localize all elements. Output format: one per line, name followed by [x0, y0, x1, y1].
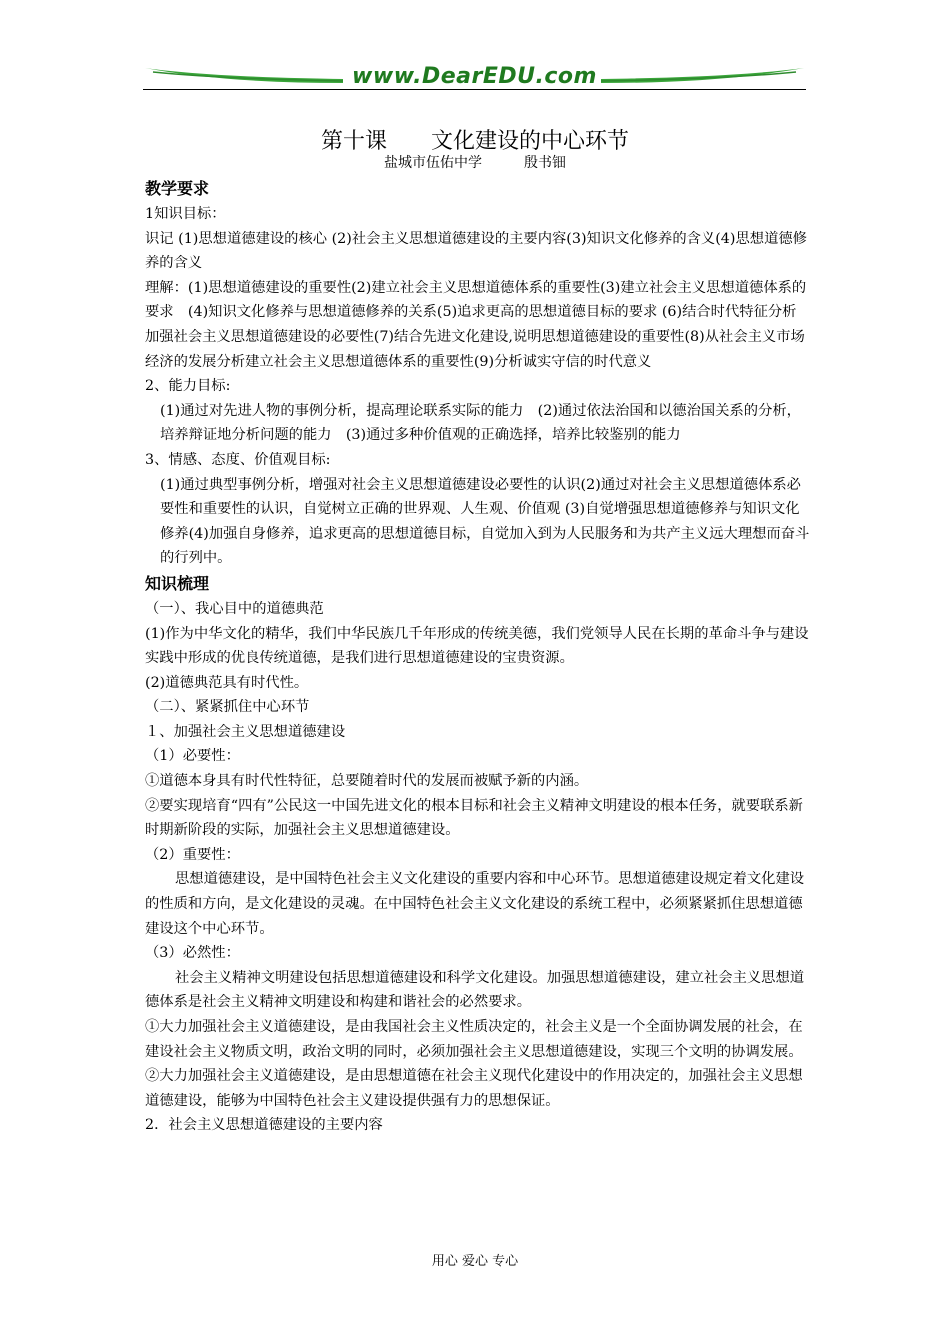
paragraph: (1)通过典型事例分析，增强对社会主义思想道德建设必要性的认识(2)通过对社会主义思想道德体系必要性和重要性的认识，自觉树立正确的世界观、人生观、价值观 (3)自觉增强思想道德修养与知识文化修养(4)加强自身修养，追求更高的思想道德目标，自觉加入到为人民服务和为共产主义远大理想而奋斗的行列中。	[160, 476, 810, 567]
paragraph: （1）必要性：	[145, 748, 240, 765]
paragraph: (1)通过对先进人物的事例分析，提高理论联系实际的能力 (2)通过依法治国和以德治国关系的分析，培养辩证地分析问题的能力 (3)通过多种价值观的正确选择，培养比较鉴别的能力	[160, 402, 801, 444]
section-heading: 知识梳理	[145, 573, 210, 593]
paragraph: （一）、我心目中的道德典范	[145, 600, 324, 617]
paragraph: １、加强社会主义思想道德建设	[145, 723, 346, 740]
paragraph: 思想道德建设，是中国特色社会主义文化建设的重要内容和中心环节。思想道德建设规定着文化建设的性质和方向，是文化建设的灵魂。在中国特色社会主义文化建设的系统工程中，必须紧紧抓住思想道德建设这个中心环节。	[145, 871, 805, 937]
section-heading: 教学要求	[145, 179, 210, 198]
paragraph: ①道德本身具有时代性特征，总要随着时代的发展而被赋予新的内涵。	[145, 773, 589, 790]
paragraph: 识记 (1)思想道德建设的核心 (2)社会主义思想道德建设的主要内容(3)知识文化修养的含义(4)思想道德修养的含义	[145, 230, 807, 272]
paragraph: 理解：(1)思想道德建设的重要性(2)建立社会主义思想道德体系的重要性(3)建立社会主义思想道德体系的要求 (4)知识文化修养与思想道德修养的关系(5)追求更高的思想道德目标的要求 (6)结合时代特征分析加强社会主义思想道德建设的必要性(7)结合先进文化建设,说明思想道德建设的重要性(8)从社会主义市场经济的发展分析建立社会主义思想道德体系的重要性(9)分析诚实守信的时代意义	[145, 279, 807, 370]
header-divider	[143, 89, 806, 90]
paragraph: 社会主义精神文明建设包括思想道德建设和科学文化建设。加强思想道德建设，建立社会主义思想道德体系是社会主义精神文明建设和构建和谐社会的必然要求。	[145, 969, 805, 1011]
paragraph: ②大力加强社会主义道德建设，是由思想道德在社会主义现代化建设中的作用决定的，加强社会主义思想道德建设，能够为中国特色社会主义建设提供强有力的思想保证。	[145, 1068, 803, 1109]
paragraph: ①大力加强社会主义道德建设，是由我国社会主义性质决定的，社会主义是一个全面协调发展的社会，在建设社会主义物质文明，政治文明的同时，必须加强社会主义思想道德建设，实现三个文明的协调发展。	[145, 1019, 803, 1060]
site-header	[143, 62, 806, 92]
paragraph: (1)作为中华文化的精华，我们中华民族几千年形成的传统美德，我们党领导人民在长期的革命斗争与建设实践中形成的优良传统道德，是我们进行思想道德建设的宝贵资源。	[145, 625, 809, 667]
paragraph: ②要实现培育“四有”公民这一中国先进文化的根本目标和社会主义精神文明建设的根本任务，就要联系新时期新阶段的实际，加强社会主义思想道德建设。	[145, 797, 803, 839]
paragraph: （3）必然性：	[145, 945, 240, 962]
paragraph: 2．社会主义思想道德建设的主要内容	[145, 1117, 383, 1134]
paragraph: （2）重要性：	[145, 846, 240, 863]
paragraph: (2)道德典范具有时代性。	[145, 674, 309, 691]
paragraph: 2、能力目标:	[145, 378, 231, 395]
site-logo-text[interactable]: www.DearEDU.com	[352, 64, 597, 89]
page-footer: 用心 爱心 专心	[431, 1254, 519, 1269]
paragraph: （二）、紧紧抓住中心环节	[145, 699, 310, 716]
paragraph: 1知识目标：	[145, 206, 226, 222]
author-line: 盐城市伍佑中学 殷书钿	[384, 155, 566, 171]
paragraph: 3、情感、态度、价值观目标:	[145, 451, 331, 468]
page-title: 第十课 文化建设的中心环节	[320, 129, 629, 154]
document-body	[145, 176, 810, 1138]
